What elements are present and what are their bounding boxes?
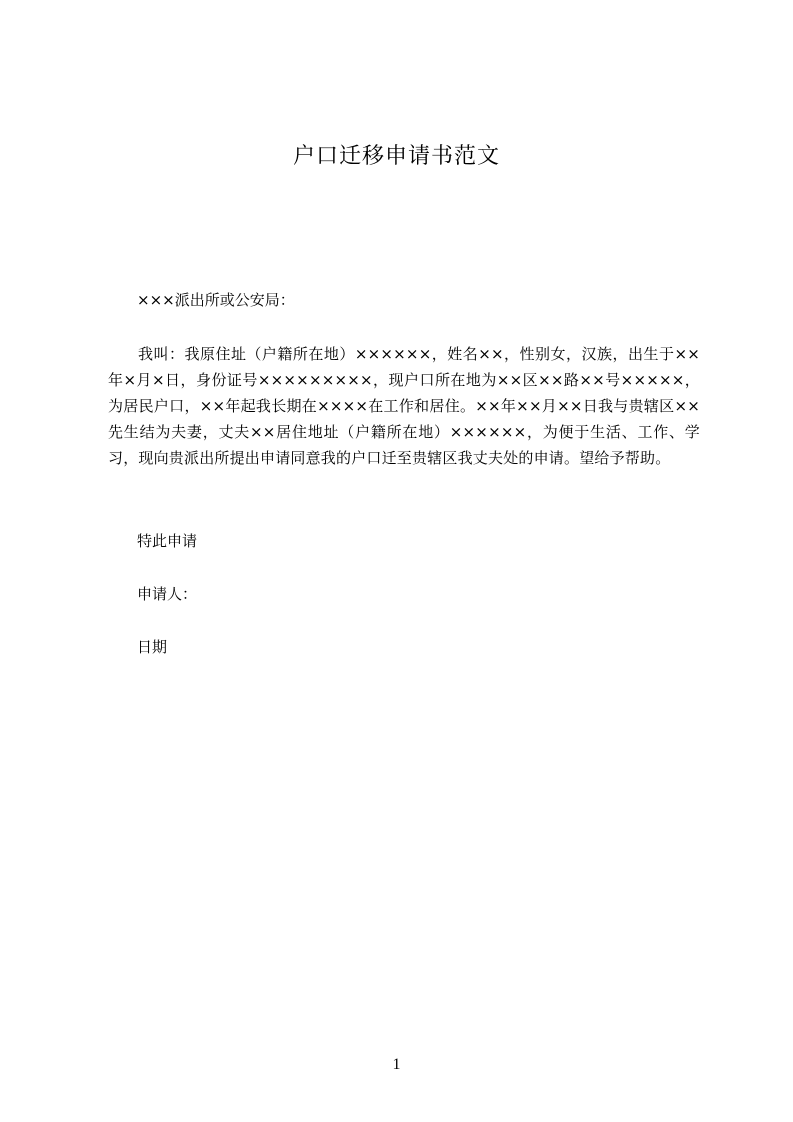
document-title: 户口迁移申请书范文: [292, 144, 500, 169]
closing-text: 特此申请: [137, 532, 198, 550]
date-label: 日期: [137, 638, 168, 656]
applicant-label: 申请人：: [137, 585, 198, 603]
page-number: 1: [392, 1056, 401, 1073]
salutation: ×××派出所或公安局：: [137, 291, 295, 309]
application-body: 我叫：我原住址（户籍所在地）××××××，姓名××，性别女，汉族，出生于××年×月×日，身份证号×××××××××，现户口所在地为××区××路××号×××××，为居民户口，××年起我长期在××××在工作和居住。××年××月××日我与贵辖区××先生结为夫妻，丈夫××居住地址（户籍所在地）××××××，为便于生活、工作、学习，现向贵派出所提出申请同意我的户口迁至贵辖区我丈夫处的申请。望给予帮助。: [108, 345, 700, 467]
